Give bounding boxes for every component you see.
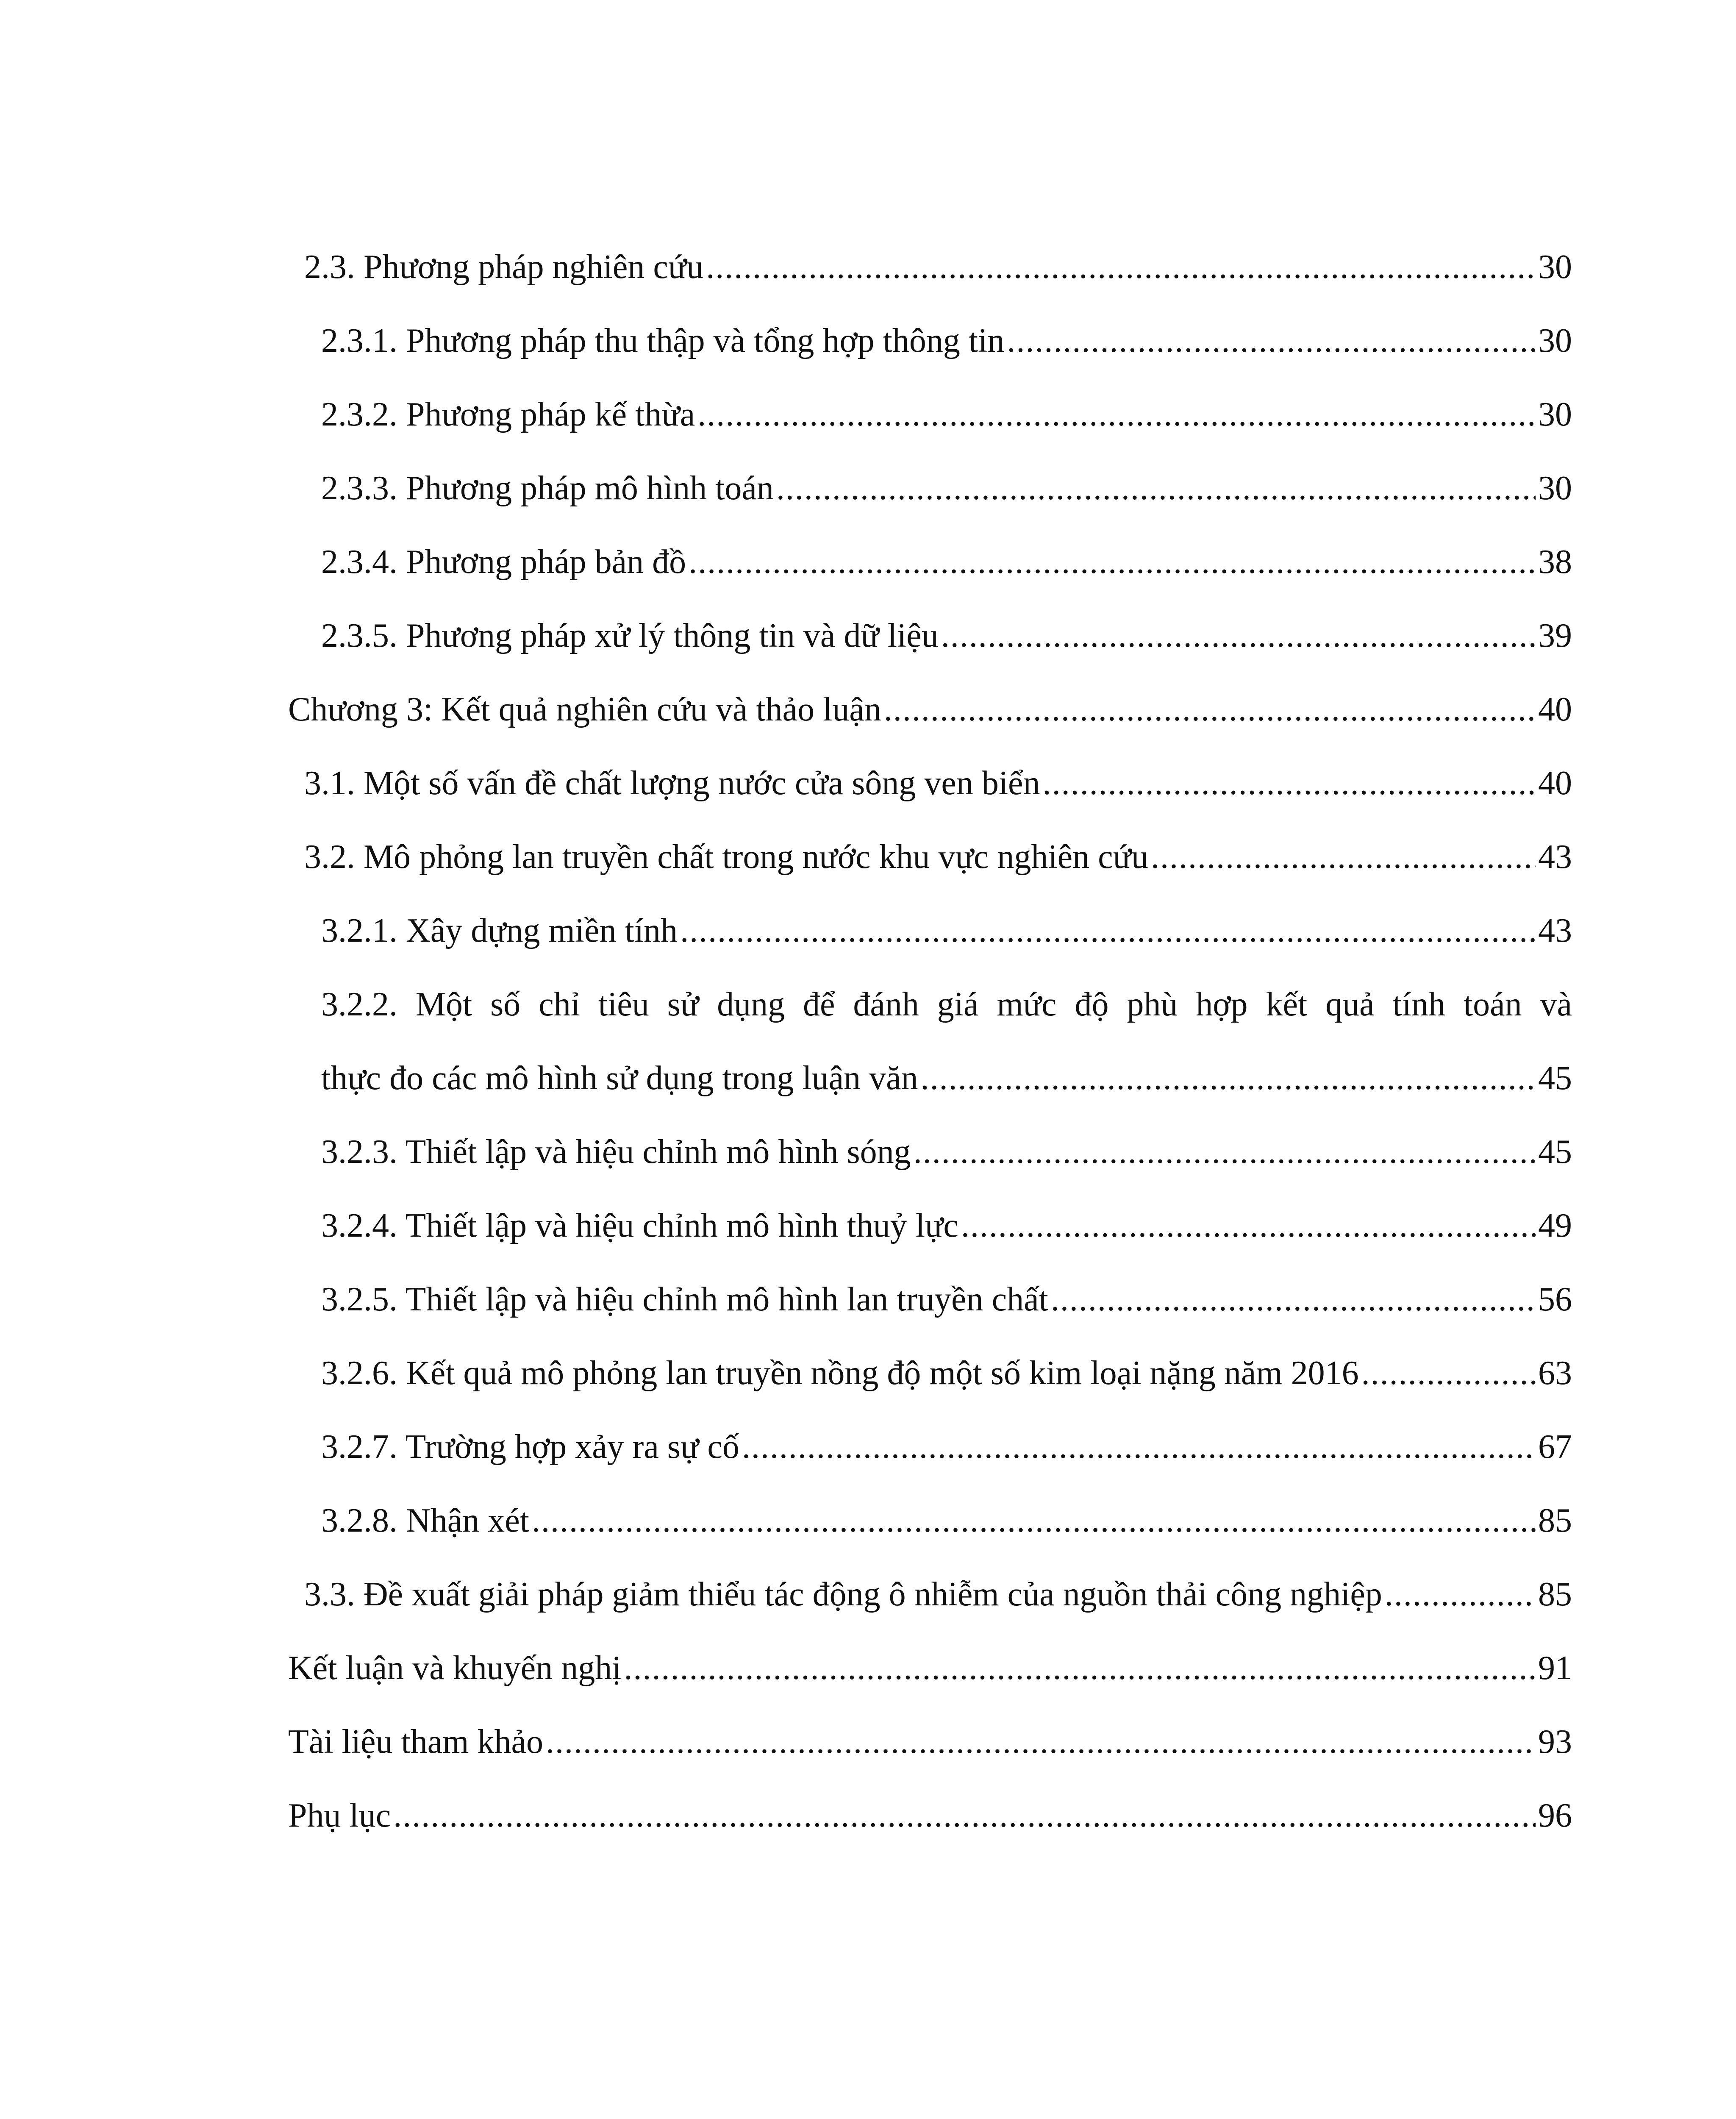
toc-entry-title: 2.3.4. Phương pháp bản đồ	[321, 543, 686, 581]
toc-leader-dots	[680, 914, 1536, 948]
toc-entry-title: 3.2.1. Xây dựng miền tính	[321, 912, 678, 949]
toc-entry-page: 85	[1538, 1576, 1572, 1613]
toc-entry[interactable]	[288, 324, 1572, 398]
toc-leader-dots	[921, 1061, 1536, 1095]
toc-leader-dots	[1385, 1577, 1536, 1611]
toc-entry-title: 3.2.4. Thiết lập và hiệu chỉnh mô hình thuỷ lực	[321, 1207, 958, 1244]
toc-entry[interactable]	[288, 398, 1572, 471]
toc-entry[interactable]	[288, 1135, 1572, 1209]
toc-entry-page: 30	[1538, 470, 1572, 507]
toc-entry-title: 3.1. Một số vấn đề chất lượng nước cửa sông ven biển	[304, 765, 1040, 802]
toc-leader-dots	[1007, 324, 1536, 358]
toc-entry-title: 3.2.3. Thiết lập và hiệu chỉnh mô hình sóng	[321, 1133, 911, 1171]
toc-entry[interactable]	[288, 987, 1572, 1135]
toc-leader-dots	[1051, 1282, 1536, 1316]
toc-entry[interactable]	[288, 692, 1572, 766]
toc-entry-title: Kết luận và khuyến nghị	[288, 1649, 622, 1687]
toc-entry-title: 3.2.8. Nhận xét	[321, 1502, 530, 1539]
toc-entry-page: 40	[1538, 691, 1572, 728]
toc-entry[interactable]	[288, 1725, 1572, 1799]
toc-entry[interactable]	[288, 1430, 1572, 1504]
toc-entry[interactable]	[288, 545, 1572, 619]
toc-entry[interactable]	[288, 250, 1572, 324]
toc-entry[interactable]	[288, 619, 1572, 692]
toc-entry-title: Tài liệu tham khảo	[288, 1723, 544, 1760]
toc-entry-page: 30	[1538, 322, 1572, 359]
toc-entry-title: 2.3.3. Phương pháp mô hình toán	[321, 470, 774, 507]
toc-entry-page: 45	[1538, 1060, 1572, 1097]
toc-entry-title: 3.2.2. Một số chỉ tiêu sử dụng để đánh giá mức độ phù hợp kết quả tính toán và	[321, 986, 1572, 1023]
toc-entry[interactable]	[288, 1282, 1572, 1356]
toc-leader-dots	[393, 1799, 1536, 1833]
toc-entry[interactable]	[288, 1504, 1572, 1577]
toc-entry[interactable]	[288, 840, 1572, 914]
toc-entry-page: 67	[1538, 1428, 1572, 1466]
toc-entry-title: 2.3.2. Phương pháp kế thừa	[321, 396, 695, 433]
toc-leader-dots	[941, 619, 1536, 653]
toc-entry-title: 2.3.5. Phương pháp xử lý thông tin và dữ liệu	[321, 617, 939, 654]
toc-leader-dots	[697, 398, 1536, 431]
toc-entry[interactable]	[288, 914, 1572, 987]
toc-entry-page: 43	[1538, 912, 1572, 949]
toc-entry[interactable]	[288, 1799, 1572, 1872]
toc-entry-title: 3.3. Đề xuất giải pháp giảm thiểu tác động ô nhiễm của nguồn thải công nghiệp	[304, 1576, 1382, 1613]
toc-entry-page: 91	[1538, 1649, 1572, 1687]
table-of-contents	[288, 250, 1572, 1872]
toc-entry-page: 49	[1538, 1207, 1572, 1244]
toc-entry[interactable]	[288, 766, 1572, 840]
toc-leader-dots	[1151, 840, 1536, 874]
toc-leader-dots	[914, 1135, 1536, 1169]
toc-leader-dots	[1043, 766, 1536, 800]
toc-entry-continuation	[321, 1061, 1572, 1135]
toc-entry-page: 45	[1538, 1133, 1572, 1171]
toc-entry-title: Chương 3: Kết quả nghiên cứu và thảo luận	[288, 691, 881, 728]
toc-entry-title: 3.2. Mô phỏng lan truyền chất trong nước khu vực nghiên cứu	[304, 838, 1148, 876]
toc-entry-page: 43	[1538, 838, 1572, 876]
toc-entry-page: 38	[1538, 543, 1572, 581]
toc-entry-page: 93	[1538, 1723, 1572, 1760]
toc-entry[interactable]	[288, 1356, 1572, 1430]
toc-leader-dots	[624, 1651, 1536, 1685]
toc-leader-dots	[706, 250, 1536, 284]
toc-entry[interactable]	[288, 1577, 1572, 1651]
toc-leader-dots	[1361, 1356, 1536, 1390]
toc-leader-dots	[742, 1430, 1536, 1464]
toc-entry-title: 3.2.7. Trường hợp xảy ra sự cố	[321, 1428, 739, 1466]
toc-entry-title: 3.2.6. Kết quả mô phỏng lan truyền nồng độ một số kim loại nặng năm 2016	[321, 1354, 1359, 1392]
toc-entry[interactable]	[288, 471, 1572, 545]
toc-leader-dots	[884, 692, 1536, 726]
toc-entry-page: 96	[1538, 1797, 1572, 1834]
toc-leader-dots	[689, 545, 1536, 579]
toc-entry[interactable]	[288, 1209, 1572, 1282]
toc-entry-page: 63	[1538, 1354, 1572, 1392]
toc-leader-dots	[532, 1504, 1536, 1538]
toc-entry-title: 2.3. Phương pháp nghiên cứu	[304, 248, 704, 286]
toc-entry-page: 56	[1538, 1281, 1572, 1318]
toc-entry-title: 2.3.1. Phương pháp thu thập và tổng hợp thông tin	[321, 322, 1005, 359]
toc-entry-page: 30	[1538, 248, 1572, 286]
toc-entry-page: 30	[1538, 396, 1572, 433]
toc-entry-page: 85	[1538, 1502, 1572, 1539]
toc-entry-title: Phụ lục	[288, 1797, 391, 1834]
toc-entry-page: 39	[1538, 617, 1572, 654]
toc-leader-dots	[961, 1209, 1536, 1243]
toc-entry[interactable]	[288, 1651, 1572, 1725]
toc-entry-title: 3.2.5. Thiết lập và hiệu chỉnh mô hình lan truyền chất	[321, 1281, 1048, 1318]
toc-entry-title-continued: thực đo các mô hình sử dụng trong luận văn	[321, 1060, 918, 1097]
toc-entry-page: 40	[1538, 765, 1572, 802]
toc-leader-dots	[776, 471, 1536, 505]
toc-leader-dots	[546, 1725, 1536, 1759]
